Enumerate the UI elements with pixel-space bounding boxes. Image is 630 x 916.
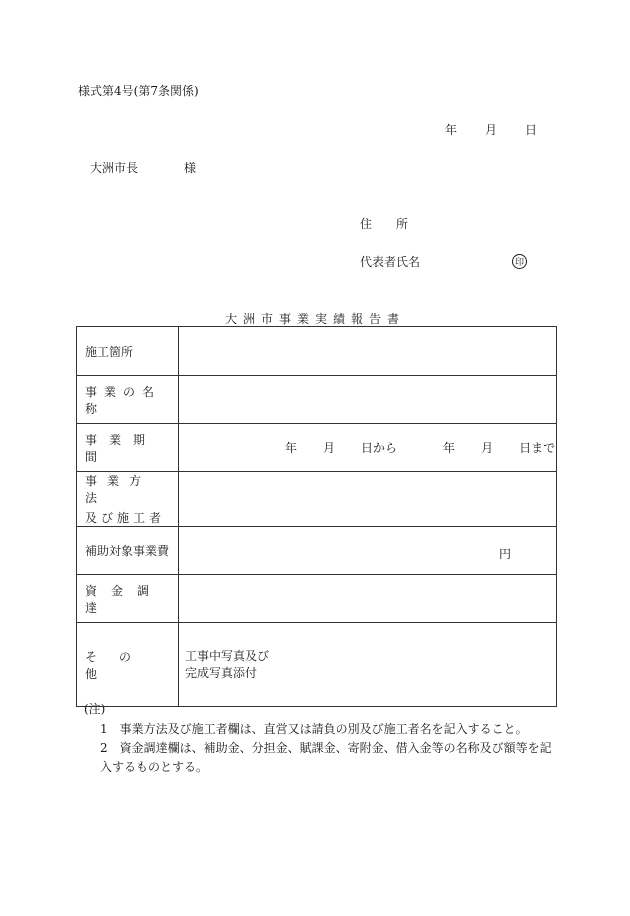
- table-row: [77, 472, 557, 527]
- notes-heading: (注): [84, 702, 106, 716]
- form-number: 様式第4号(第7条関係): [78, 84, 199, 98]
- other-note: [179, 648, 556, 682]
- label-line-2: [85, 509, 165, 526]
- seal-mark: 印: [512, 254, 527, 269]
- label-method: [85, 472, 165, 526]
- addressee: [90, 162, 196, 174]
- label-site: [85, 343, 165, 360]
- table-row: [77, 527, 557, 575]
- other-note-line-1: 工事中写真及び: [185, 648, 270, 663]
- table-row: [77, 623, 557, 707]
- value-project-name[interactable]: [179, 376, 557, 424]
- document-title: 大洲市事業実績報告書: [224, 312, 405, 326]
- note-1: 1 事業方法及び施工者欄は、直営又は請負の別及び施工者名を記入すること。: [100, 722, 528, 736]
- row-label-project-name: [77, 376, 179, 424]
- period-day-1: 日から: [361, 441, 398, 455]
- report-table: [76, 326, 557, 707]
- period-fields: [179, 439, 556, 456]
- honorific: 様: [184, 161, 197, 175]
- value-site[interactable]: [179, 327, 557, 376]
- value-cost[interactable]: [179, 527, 557, 575]
- period-year-1: 年: [285, 441, 298, 455]
- value-funding[interactable]: [179, 575, 557, 623]
- period-month-2: 月: [481, 441, 494, 455]
- date-year: 年: [445, 123, 458, 137]
- label-line-1: [85, 472, 165, 506]
- row-label-cost: [77, 527, 179, 575]
- period-month-1: 月: [323, 441, 336, 455]
- value-method[interactable]: [179, 472, 557, 527]
- yen-unit: 円: [499, 547, 512, 561]
- addressee-name: 大洲市長: [90, 161, 139, 175]
- address-label: 住 所: [360, 217, 409, 231]
- date-day: 日: [525, 123, 538, 137]
- table-row: [77, 424, 557, 472]
- date-line: [445, 124, 537, 136]
- row-label-other: [77, 623, 179, 707]
- label-text: 補助対象事業費: [85, 544, 170, 558]
- value-other[interactable]: [179, 623, 557, 707]
- label-text: その他: [85, 649, 154, 681]
- label-text: 事業の名称: [85, 384, 162, 416]
- row-label-period: [77, 424, 179, 472]
- row-label-site: [77, 327, 179, 376]
- row-label-funding: [77, 575, 179, 623]
- label-text: 事業期間: [85, 432, 158, 464]
- note-2-continued: 入するものとする。: [100, 760, 209, 774]
- table-row: [77, 575, 557, 623]
- table-row: [77, 376, 557, 424]
- period-day-2: 日まで: [519, 441, 556, 455]
- date-month: 月: [485, 123, 498, 137]
- table-row: [77, 327, 557, 376]
- label-text: 事業方法: [85, 474, 152, 505]
- other-note-line-2: 完成写真添付: [185, 665, 258, 680]
- label-text: 資金調達: [85, 583, 164, 615]
- note-2: 2 資金調達欄は、補助金、分担金、賦課金、寄附金、借入金等の名称及び額等を記: [100, 741, 552, 755]
- period-year-2: 年: [443, 441, 456, 455]
- representative-label: 代表者氏名: [360, 255, 421, 269]
- label-text: 施工箇所: [85, 344, 134, 359]
- label-text: 及び施工者: [85, 511, 166, 525]
- row-label-method: [77, 472, 179, 527]
- value-period[interactable]: [179, 424, 557, 472]
